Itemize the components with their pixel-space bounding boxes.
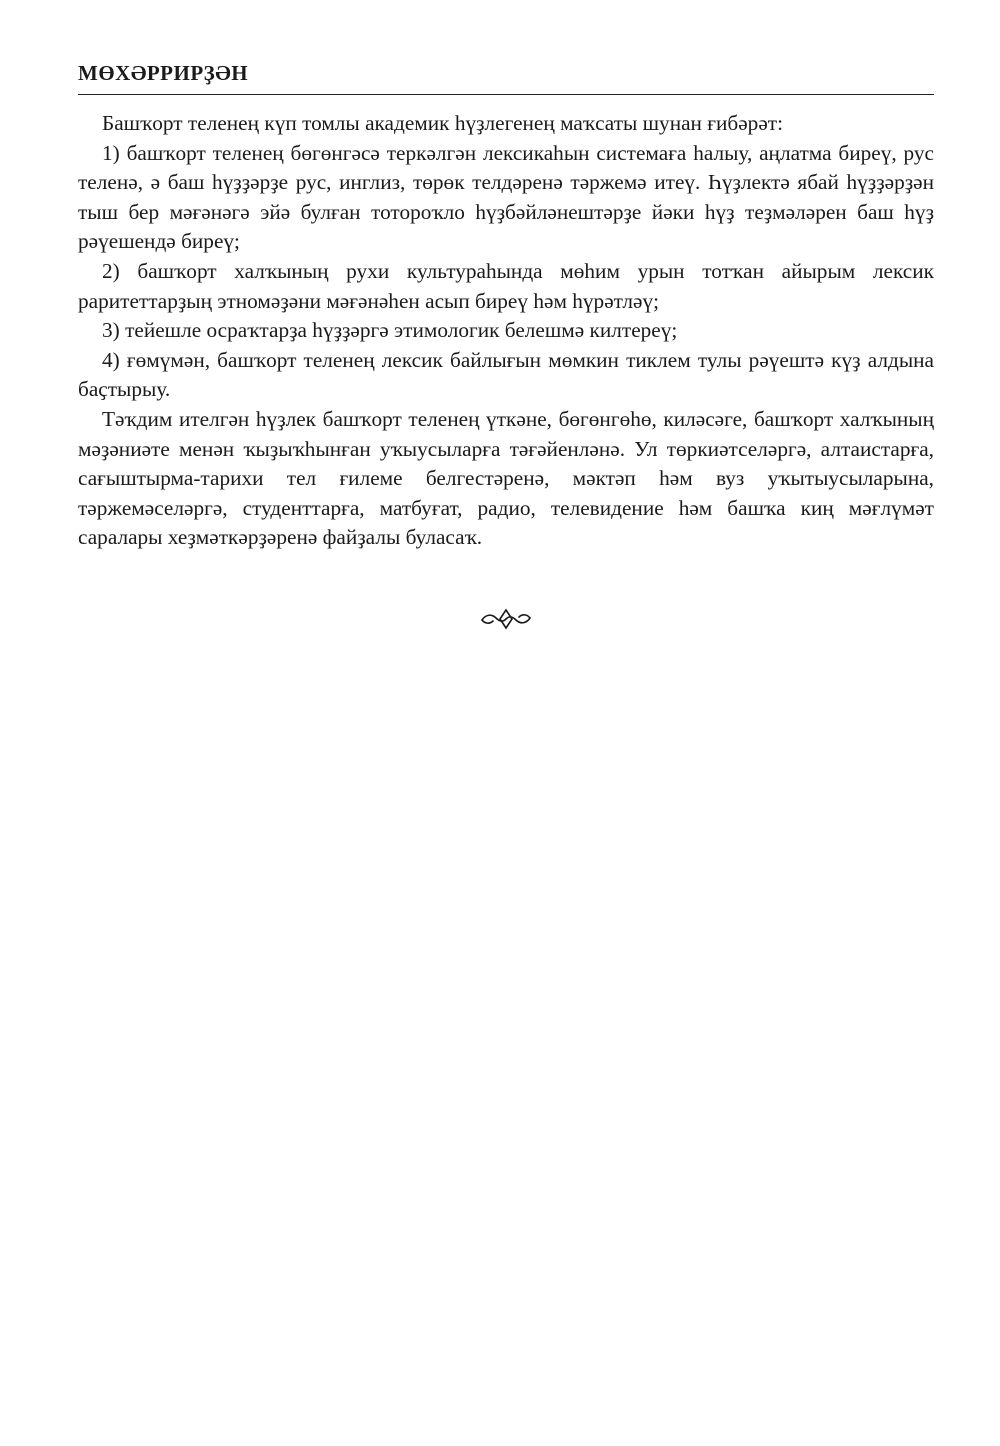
- paragraph-item-2: 2) башҡорт халҡының рухи культураһында мөһим урын тотҡан айырым лексик раритеттарҙың этномәҙәни мәғәнәһен асып биреү һәм һүрәтләү;: [78, 258, 934, 313]
- paragraph-item-3: 3) тейешле осраҡтарҙа һүҙҙәргә этимологик белешмә килтереү;: [102, 318, 678, 343]
- paragraph-audience: Тәҡдим ителгән һүҙлек башҡорт теленең үткәне, бөгөнгөһө, киләсәге, башҡорт халҡының мәҙәниәте менән ҡыҙыҡһынған уҡыусыларға тәғәйенләнә. Ул төркиәтселәргә, алтаистарға, сағыштырма-тарихи тел ғилеме белгестәренә, мәктәп һәм вуз уҡытыусыларына, тәржемәселәргә, студенттарға, матбуғат, радио, телевидение һәм башҡа киң мәғлүмәт саралары хеҙмәткәрҙәренә файҙалы буласаҡ.: [78, 406, 934, 550]
- paragraph-item-1: 1) башҡорт теленең бөгөнгәсә теркәлгән лексикаһын системаға һалыу, аңлатма биреү, рус теленә, ә баш һүҙҙәрҙе рус, инглиз, төрөк телдәренә тәржемә итеү. Һүҙлектә ябай һүҙҙәрҙән тыш бер мәғәнәгә эйә булған тотороҡло һүҙбәйләнештәрҙе йәки һүҙ теҙмәләрен баш һүҙ рәүешендә биреү;: [78, 140, 934, 254]
- paragraph-intro: Башҡорт теленең күп томлы академик һүҙлегенең маҡсаты шунан ғибәрәт:: [102, 111, 784, 135]
- foreword-body: [78, 109, 934, 553]
- page: [78, 60, 934, 553]
- fleuron-icon: [478, 606, 534, 632]
- running-title: МӨХӘРРИРҘӘН: [78, 60, 934, 95]
- paragraph-item-4: 4) ғөмүмән, башҡорт теленең лексик байлығын мөмкин тиклем тулы рәүештә күҙ алдына баҫтырыу.: [78, 347, 934, 402]
